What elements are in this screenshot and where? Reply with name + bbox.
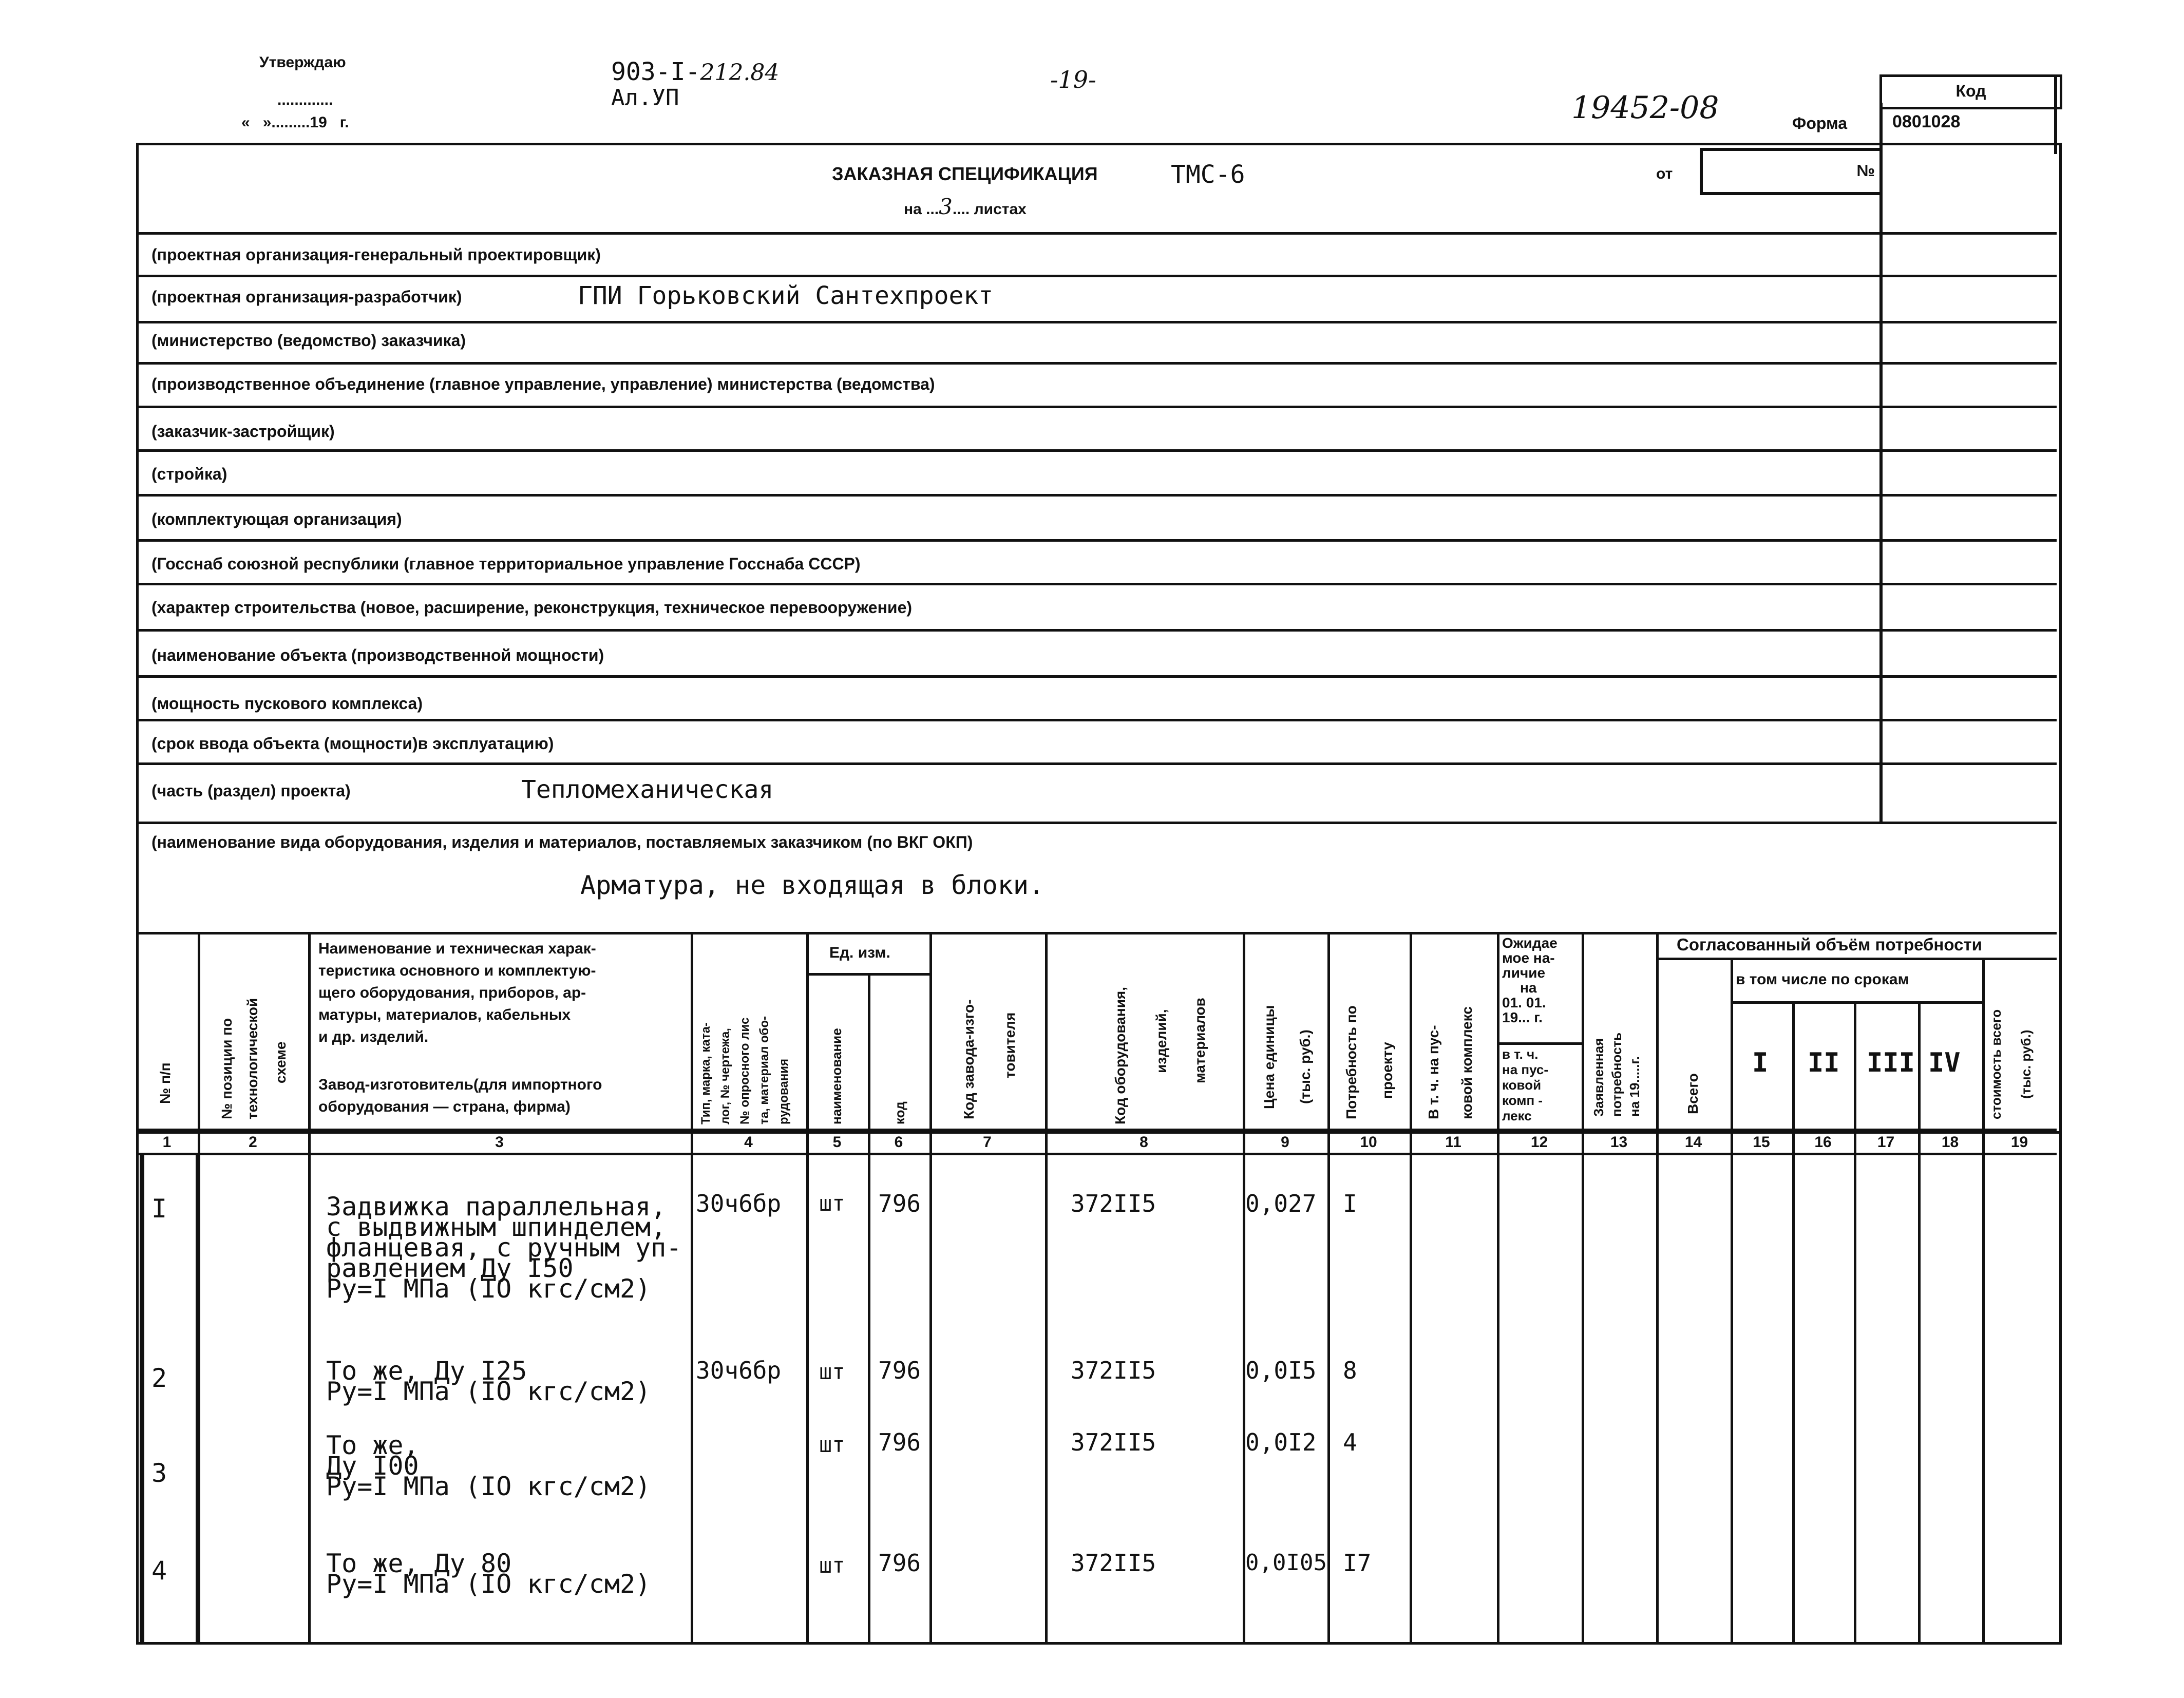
col-number: 14 <box>1684 1134 1702 1151</box>
header-need-l1: Потребность по <box>1343 1005 1359 1119</box>
header-period-2: II <box>1808 1047 1840 1078</box>
info-label-construction: (стройка) <box>151 465 227 483</box>
form-code: 0801028 <box>1892 112 1961 131</box>
row-line <box>136 719 2057 721</box>
spec-code: ТМС-6 <box>1171 160 1245 189</box>
row-line <box>136 762 2057 765</box>
col-number: 9 <box>1281 1134 1289 1151</box>
row-line <box>136 583 2057 585</box>
col1-left-edge <box>140 1155 144 1642</box>
header-cost-l2: (тыс. руб.) <box>2018 1029 2034 1099</box>
row-line <box>136 494 2057 497</box>
col-line <box>1410 932 1412 1643</box>
col-line <box>1854 1001 1856 1643</box>
periods-group-line <box>1731 1001 1985 1004</box>
row-1-unit-code: 796 <box>878 1190 921 1217</box>
equipment-kind-value: Арматура, не входящая в блоки. <box>580 870 1044 900</box>
album-label: Ал.УП <box>611 85 679 111</box>
header-type-l4: та, материал обо- <box>757 1016 771 1124</box>
header-unit-code: код <box>892 1101 907 1124</box>
doc-number-handwritten: 212.84 <box>700 60 780 86</box>
col-line <box>691 932 693 1643</box>
row-2-need: 8 <box>1343 1357 1357 1384</box>
header-position-line2: технологической <box>244 998 260 1119</box>
header-equip-code-l3: материалов <box>1192 998 1208 1083</box>
header-expected-l5: 01. 01. <box>1502 995 1546 1010</box>
row-3-equip-code: 372II5 <box>1071 1428 1156 1456</box>
header-expected-l2: мое на- <box>1502 950 1555 966</box>
from-label: от <box>1656 165 1673 182</box>
info-label-supply-org: (комплектующая организация) <box>151 510 402 528</box>
col-number: 13 <box>1610 1134 1628 1151</box>
info-label-project-part: (часть (раздел) проекта) <box>151 781 351 800</box>
header-expected-b2: на пус- <box>1502 1062 1549 1077</box>
header-unit-name: наименование <box>829 1028 844 1124</box>
col-number: 1 <box>162 1134 172 1151</box>
header-name-l4: матуры, материалов, кабельных <box>318 1006 571 1023</box>
row-4-unit: шт <box>819 1553 845 1578</box>
header-type-l2: лог, № чертежа, <box>718 1028 732 1124</box>
col-line <box>1656 932 1659 1643</box>
spec-title: ЗАКАЗНАЯ СПЕЦИФИКАЦИЯ <box>832 163 1098 184</box>
col-line <box>1045 932 1048 1643</box>
header-name-l1: Наименование и техническая харак- <box>318 940 596 957</box>
row-2-price: 0,0I5 <box>1245 1357 1317 1384</box>
info-value-developer: ГПИ Горьковский Сантехпроект <box>578 281 994 310</box>
row-3-unit: шт <box>819 1432 845 1457</box>
doc-number <box>611 58 779 86</box>
col-line <box>1792 1001 1795 1643</box>
header-period-1: I <box>1752 1047 1769 1078</box>
header-total: Всего <box>1685 1073 1701 1114</box>
expected-split-line <box>1497 1042 1584 1045</box>
header-expected-l3: личие <box>1502 965 1546 981</box>
info-label-gossnab: (Госснаб союзной республики (главное территориальное управление Госснаба СССР) <box>151 555 861 573</box>
number-box <box>1700 148 1880 195</box>
row-4-unit-code: 796 <box>878 1549 921 1577</box>
code-column-edge <box>2054 74 2057 154</box>
col-number: 4 <box>744 1134 753 1151</box>
row-4-name: То же, Ду 80 Ру=I МПа (IO кгс/см2) <box>326 1549 651 1599</box>
header-period-4: IV <box>1928 1047 1961 1078</box>
col1-right-edge <box>196 1155 200 1642</box>
header-type-l3: № опросного лис <box>738 1017 752 1124</box>
header-name-l6: Завод-изготовитель(для импортного <box>318 1076 602 1093</box>
row-2-type: 30ч6бр <box>696 1357 782 1384</box>
header-periods-group: в том числе по срокам <box>1736 971 1909 988</box>
table-top-line <box>136 932 2057 934</box>
col-line <box>868 973 870 1643</box>
header-expected-b5: лекс <box>1502 1108 1532 1123</box>
code-header-box <box>1879 74 2062 109</box>
equipment-kind-label: (наименование вида оборудования, изделия и материалов, поставляемых заказчиком (по ВКГ ОКП) <box>151 833 973 851</box>
row-4-equip-code: 372II5 <box>1071 1549 1156 1577</box>
header-name-l3: щего оборудования, приборов, ар- <box>318 984 586 1001</box>
header-expected-b1: в т. ч. <box>1502 1046 1539 1062</box>
col-number: 7 <box>983 1134 992 1151</box>
col-number: 11 <box>1445 1134 1461 1151</box>
row-3-number: 3 <box>151 1458 167 1488</box>
info-label-customer: (заказчик-застройщик) <box>151 422 335 441</box>
form-label: Форма <box>1792 114 1848 132</box>
row-1-number: I <box>151 1194 167 1224</box>
col-number: 5 <box>832 1134 842 1151</box>
row-line <box>136 675 2057 678</box>
header-name-l5: и др. изделий. <box>318 1028 429 1045</box>
header-equip-code-l1: Код оборудования, <box>1112 986 1128 1124</box>
header-expected-l1: Ожидае <box>1502 935 1558 951</box>
col-number: 2 <box>249 1134 257 1151</box>
sheets-info <box>904 194 1027 219</box>
row-1-name: Задвижка параллельная, с выдвижным шпинделем, фланцевая, с ручным уп- равлением Ду I50 Ру=I МПа (IO кгс/см2) <box>326 1192 682 1304</box>
col-line <box>929 932 932 1643</box>
row-1-equip-code: 372II5 <box>1071 1190 1156 1217</box>
col-line <box>1582 932 1584 1643</box>
row-line <box>136 321 2057 323</box>
header-price-l2: (тыс. руб.) <box>1297 1029 1313 1104</box>
info-label-ministry: (министерство (ведомство) заказчика) <box>151 331 466 350</box>
header-position-line3: схеме <box>273 1041 289 1083</box>
row-3-name: То же, Ду I00 Ру=I МПа (IO кгс/см2) <box>326 1430 651 1501</box>
page-mark: -19- <box>1050 66 1096 93</box>
row-line <box>136 449 2057 452</box>
col-line <box>1918 1001 1921 1643</box>
col-line <box>1731 958 1733 1643</box>
row-2-name: То же, Ду I25 Ру=I МПа (IO кгс/см2) <box>326 1356 651 1406</box>
info-label-general-designer: (проектная организация-генеральный проектировщик) <box>151 245 601 264</box>
approve-label: Утверждаю <box>259 54 346 71</box>
row-line <box>136 362 2057 365</box>
col-number: 16 <box>1814 1134 1832 1151</box>
col-line <box>1243 932 1245 1643</box>
header-price-l1: Цена единицы <box>1261 1005 1277 1109</box>
info-label-construction-type: (характер строительства (новое, расширение, реконструкция, техническое перевооружение) <box>151 598 913 617</box>
header-launch-l1: В т. ч. на пус- <box>1426 1025 1441 1119</box>
info-label-capacity: (мощность пускового комплекса) <box>151 694 423 713</box>
info-label-commissioning: (срок ввода объекта (мощности)в эксплуатацию) <box>151 734 554 753</box>
header-position-line1: № позиции по <box>219 1018 235 1119</box>
info-label-association: (производственное объединение (главное управление, управление) министерства (ведомства) <box>151 375 935 393</box>
header-expected-top <box>1502 936 1558 1025</box>
info-label-developer: (проектная организация-разработчик) <box>151 288 462 306</box>
unit-group-line <box>806 973 932 976</box>
row-1-price: 0,027 <box>1245 1190 1317 1217</box>
col-number: 10 <box>1360 1134 1377 1151</box>
header-unit-group: Ед. изм. <box>829 944 890 961</box>
header-declared-l1: Заявленная <box>1591 1038 1606 1117</box>
row-4-number: 4 <box>151 1556 167 1586</box>
doc-number-print: 903-I- <box>611 58 700 86</box>
row-1-unit: шт <box>819 1191 845 1216</box>
agreed-group-line <box>1656 958 2057 960</box>
col-number: 18 <box>1941 1134 1959 1151</box>
header-period-3: III <box>1867 1047 1915 1078</box>
row-line <box>136 629 2057 632</box>
col-number: 3 <box>495 1134 504 1151</box>
header-expected-bottom <box>1502 1046 1548 1123</box>
col-number: 15 <box>1753 1134 1770 1151</box>
col-line <box>308 932 311 1643</box>
header-launch-l2: ковой комплекс <box>1459 1006 1475 1119</box>
row-line <box>136 232 2057 235</box>
header-name-l7: оборудования — страна, фирма) <box>318 1098 571 1115</box>
col-line <box>806 932 809 1643</box>
row-1-type: 30ч6бр <box>696 1190 782 1217</box>
col-line <box>1497 932 1499 1643</box>
header-maker-code-l2: товителя <box>1002 1012 1018 1078</box>
col-number: 19 <box>2010 1134 2028 1151</box>
header-need-l2: проекту <box>1379 1042 1395 1099</box>
code-label: Код <box>1955 82 1986 100</box>
col-number: 17 <box>1877 1134 1895 1151</box>
header-name-l2: теристика основного и комплектую- <box>318 962 596 979</box>
row-4-price: 0,0I05 <box>1245 1550 1327 1576</box>
header-type-l1: Тип, марка, ката- <box>699 1022 713 1124</box>
header-type-l5: рудования <box>777 1058 791 1124</box>
header-expected-l4: на <box>1520 980 1537 996</box>
row-2-unit-code: 796 <box>878 1357 921 1384</box>
col-number: 6 <box>894 1134 903 1151</box>
header-expected-l6: 19... г. <box>1502 1009 1543 1025</box>
row-1-need: I <box>1343 1190 1357 1217</box>
row-4-need: I7 <box>1343 1549 1372 1577</box>
header-maker-code-l1: Код завода-изго- <box>961 999 977 1119</box>
sheets-count: 3 <box>939 194 953 219</box>
col-line <box>1982 958 1985 1643</box>
row-line <box>136 822 2057 824</box>
col-number: 8 <box>1140 1134 1148 1151</box>
header-cost-l1: стоимость всего <box>1988 1009 2004 1119</box>
header-declared-l3: на 19.....г. <box>1627 1056 1642 1117</box>
row-2-equip-code: 372II5 <box>1071 1357 1156 1384</box>
number-label: № <box>1856 161 1875 180</box>
inventory-number: 19452-08 <box>1571 90 1719 126</box>
code-column-divider <box>1879 103 1883 824</box>
info-value-project-part: Тепломеханическая <box>521 775 774 804</box>
sheets-suffix: .... листах <box>952 201 1027 218</box>
approve-date: « ».........19 г. <box>241 114 349 131</box>
col-line <box>1327 932 1330 1643</box>
col-number: 12 <box>1530 1134 1548 1151</box>
header-equip-code-l2: изделий, <box>1153 1009 1169 1073</box>
row-2-unit: шт <box>819 1359 845 1384</box>
info-label-object: (наименование объекта (производственной мощности) <box>151 646 604 664</box>
header-agreed-group: Согласованный объём потребности <box>1677 935 1982 954</box>
row-line <box>136 539 2057 542</box>
row-3-unit-code: 796 <box>878 1428 921 1456</box>
header-declared-l2: потребность <box>1609 1032 1624 1117</box>
header-expected-b3: ковой <box>1502 1077 1542 1093</box>
row-3-price: 0,0I2 <box>1245 1428 1317 1456</box>
approve-signature-dots: ............. <box>277 91 333 108</box>
row-2-number: 2 <box>151 1363 167 1393</box>
header-row-number: № п/п <box>157 1062 173 1104</box>
row-line <box>136 275 2057 277</box>
sheets-prefix: на ... <box>904 201 939 218</box>
row-line <box>136 406 2057 408</box>
row-3-need: 4 <box>1343 1428 1357 1456</box>
header-expected-b4: комп - <box>1502 1093 1543 1108</box>
